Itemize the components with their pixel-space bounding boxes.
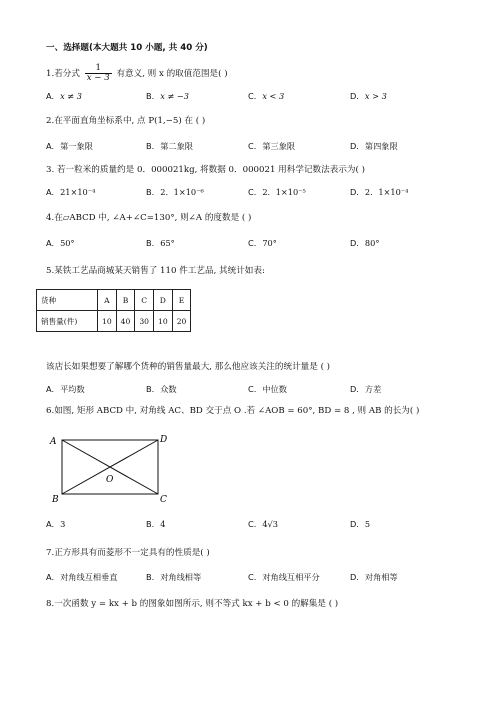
option-a: A. x ≠ 3 — [46, 91, 82, 101]
question-4-stem: 4.在▱ABCD 中, ∠A+∠C=130°, 则∠A 的度数是 ( ) — [46, 213, 252, 223]
option-c: C. 对角线互相平分 — [248, 572, 320, 582]
table-cell: E — [172, 290, 191, 311]
question-8-stem: 8.一次函数 y = kx + b 的图象如图所示, 则不等式 kx + b < 0 的解集是 ( ) — [46, 599, 339, 609]
table-cell: 销售量(件) — [37, 311, 98, 332]
option-b: B. 第二象限 — [146, 141, 193, 151]
option-c: C. 4√3 — [248, 519, 278, 529]
label-c: C — [160, 495, 167, 504]
option-b: B. 2．1×10⁻⁶ — [146, 187, 204, 197]
option-b: B. 众数 — [146, 384, 177, 394]
option-c: C. 第三象限 — [248, 141, 296, 151]
fraction-numerator: 1 — [85, 64, 112, 74]
table-cell: C — [135, 290, 154, 311]
option-d: D. 5 — [350, 519, 371, 529]
option-a: A. 第一象限 — [46, 141, 93, 151]
option-a: A. 3 — [46, 519, 66, 529]
option-c: C. 中位数 — [248, 384, 287, 394]
table-row — [37, 311, 191, 332]
question-5-stem: 5.某铁工艺品商城某天销售了 110 件工艺品, 其统计如表: — [46, 266, 265, 276]
table-cell: 20 — [172, 311, 191, 332]
label-b: B — [52, 495, 59, 504]
option-d: D. 2．1×10⁻⁴ — [350, 187, 409, 197]
label-a: A — [50, 437, 57, 447]
question-7-stem: 7.正方形具有而菱形不一定具有的性质是( ) — [46, 548, 210, 558]
table-cell: D — [154, 290, 173, 311]
option-d: D. 第四象限 — [350, 141, 398, 151]
option-b: B. 65° — [146, 238, 175, 248]
question-1-stem — [46, 64, 228, 83]
question-5-options — [46, 384, 466, 396]
rectangle-figure — [44, 432, 184, 504]
sales-table — [36, 289, 191, 332]
option-b: B. 4 — [146, 519, 166, 529]
question-1-stem-before: 1.若分式 — [46, 69, 80, 79]
question-1-stem-after: 有意义, 则 x 的取值范围是( ) — [116, 69, 228, 79]
table-row — [37, 290, 191, 311]
option-d: D. 80° — [350, 238, 380, 248]
question-6-options — [46, 519, 466, 531]
option-a: A. 21×10⁻⁴ — [46, 187, 96, 197]
option-c: C. 70° — [248, 238, 277, 248]
option-b: B. x ≠ −3 — [146, 91, 189, 101]
question-3-stem: 3. 若一粒米的质量约是 0．000021kg, 将数据 0．000021 用科学记数法表示为( ) — [46, 165, 365, 175]
option-d: D. x > 3 — [350, 91, 387, 101]
option-c: C. 2．1×10⁻⁵ — [248, 187, 306, 197]
option-b: B. 对角线相等 — [146, 572, 202, 582]
question-4-options — [46, 238, 466, 250]
label-o: O — [106, 475, 114, 485]
table-cell: 10 — [98, 311, 117, 332]
question-2-stem: 2.在平面直角坐标系中, 点 P(1,−5) 在 ( ) — [46, 116, 206, 126]
option-d: D. 对角相等 — [350, 572, 398, 582]
section-title: 一、选择题(本大题共 10 小题, 共 40 分) — [46, 43, 208, 53]
question-1-options — [46, 91, 466, 103]
table-cell: A — [98, 290, 117, 311]
fraction-denominator: x − 3 — [86, 73, 110, 83]
question-7-options — [46, 572, 466, 584]
fraction — [85, 64, 112, 83]
question-2-options — [46, 141, 466, 153]
option-c: C. x < 3 — [248, 91, 285, 101]
table-cell: B — [116, 290, 135, 311]
option-a: A. 50° — [46, 238, 75, 248]
question-6-stem: 6.如图, 矩形 ABCD 中, 对角线 AC、BD 交于点 O .若 ∠AOB = 60°, BD = 8 , 则 AB 的长为( ) — [46, 406, 420, 416]
question-3-options — [46, 187, 466, 199]
table-cell: 货种 — [37, 290, 98, 311]
table-cell: 10 — [154, 311, 173, 332]
question-5-question: 该店长如果想要了解哪个货种的销售量最大, 那么他应该关注的统计量是 ( ) — [46, 362, 331, 372]
table-cell: 30 — [135, 311, 154, 332]
option-a: A. 平均数 — [46, 384, 85, 394]
table-cell: 40 — [116, 311, 135, 332]
label-d: D — [160, 435, 168, 445]
option-a: A. 对角线互相垂直 — [46, 572, 118, 582]
option-d: D. 方差 — [350, 384, 382, 394]
